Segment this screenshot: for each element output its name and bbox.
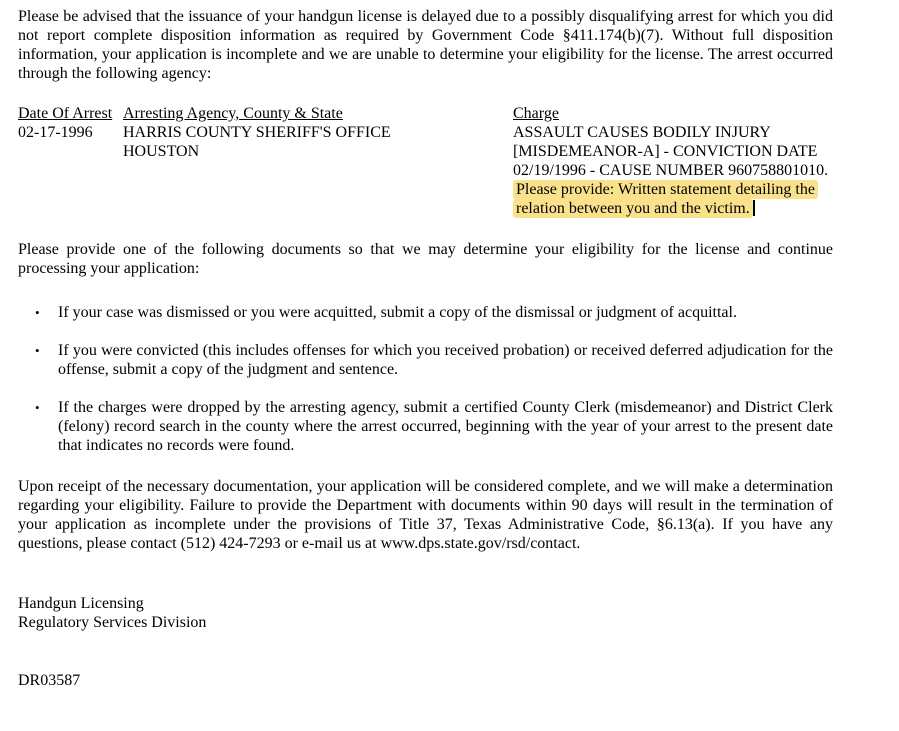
bullet-marker: • <box>35 305 40 320</box>
column-header-date-of-arrest: Date Of Arrest <box>18 105 113 122</box>
arresting-agency-name: HARRIS COUNTY SHERIFF'S OFFICE <box>123 124 391 141</box>
list-item-text: If the charges were dropped by the arresting agency, submit a certified County Clerk (misdemeanor) and District Clerk (felony) record search in the county where the arrest occurred, beginning with the year of your arrest to the present date that indicates no records were found. <box>58 399 833 454</box>
arrest-date-value: 02-17-1996 <box>18 124 93 141</box>
column-header-charge: Charge <box>513 105 559 122</box>
documents-request-paragraph: Please provide one of the following documents so that we may determine your eligibility for the license and continue processing your application: <box>18 241 833 277</box>
charge-description <box>513 123 833 218</box>
column-arresting-agency <box>123 104 513 161</box>
bullet-marker: • <box>35 343 40 358</box>
column-date-of-arrest <box>18 104 123 142</box>
signature-block <box>18 594 833 632</box>
charge-text: ASSAULT CAUSES BODILY INJURY [MISDEMEANOR-A] - CONVICTION DATE 02/19/1996 - CAUSE NUMBER 960758801010. <box>513 124 829 179</box>
arresting-agency-city: HOUSTON <box>123 143 200 160</box>
list-item-text: If you were convicted (this includes offenses for which you received probation) or received deferred adjudication for the offense, submit a copy of the judgment and sentence. <box>58 342 833 378</box>
list-item-charges-dropped <box>18 398 833 455</box>
bullet-marker: • <box>35 400 40 415</box>
signature-department: Handgun Licensing <box>18 595 144 612</box>
column-charge <box>513 104 833 218</box>
column-header-arresting-agency: Arresting Agency, County & State <box>123 105 343 122</box>
arrest-details-table <box>18 104 833 218</box>
intro-paragraph: Please be advised that the issuance of your handgun license is delayed due to a possibly disqualifying arrest for which you did not report complete disposition information as required by Government Code §411.174(b)(7). Without full disposition information, your application is incomplete and we are unable to determine your eligibility for the license. The arrest occurred through the following agency: <box>18 8 833 82</box>
document-options-list <box>18 303 833 455</box>
list-item-convicted <box>18 341 833 379</box>
list-item-text: If your case was dismissed or you were acquitted, submit a copy of the dismissal or judgment of acquittal. <box>58 304 737 321</box>
highlighted-annotation-text[interactable]: Please provide: Written statement detailing the relation between you and the victim. <box>513 180 818 218</box>
list-item-dismissed-acquitted <box>18 303 833 322</box>
signature-division: Regulatory Services Division <box>18 614 207 631</box>
text-caret <box>753 200 755 216</box>
closing-paragraph: Upon receipt of the necessary documentation, your application will be considered complete, and we will make a determination regarding your eligibility. Failure to provide the Department with documents within 90 days will result in the termination of your application as incomplete under the provisions of Title 37, Texas Administrative Code, §6.13(a). If you have any questions, please contact (512) 424-7293 or e-mail us at www.dps.state.gov/rsd/contact. <box>18 478 833 552</box>
reference-number: DR03587 <box>18 672 81 689</box>
